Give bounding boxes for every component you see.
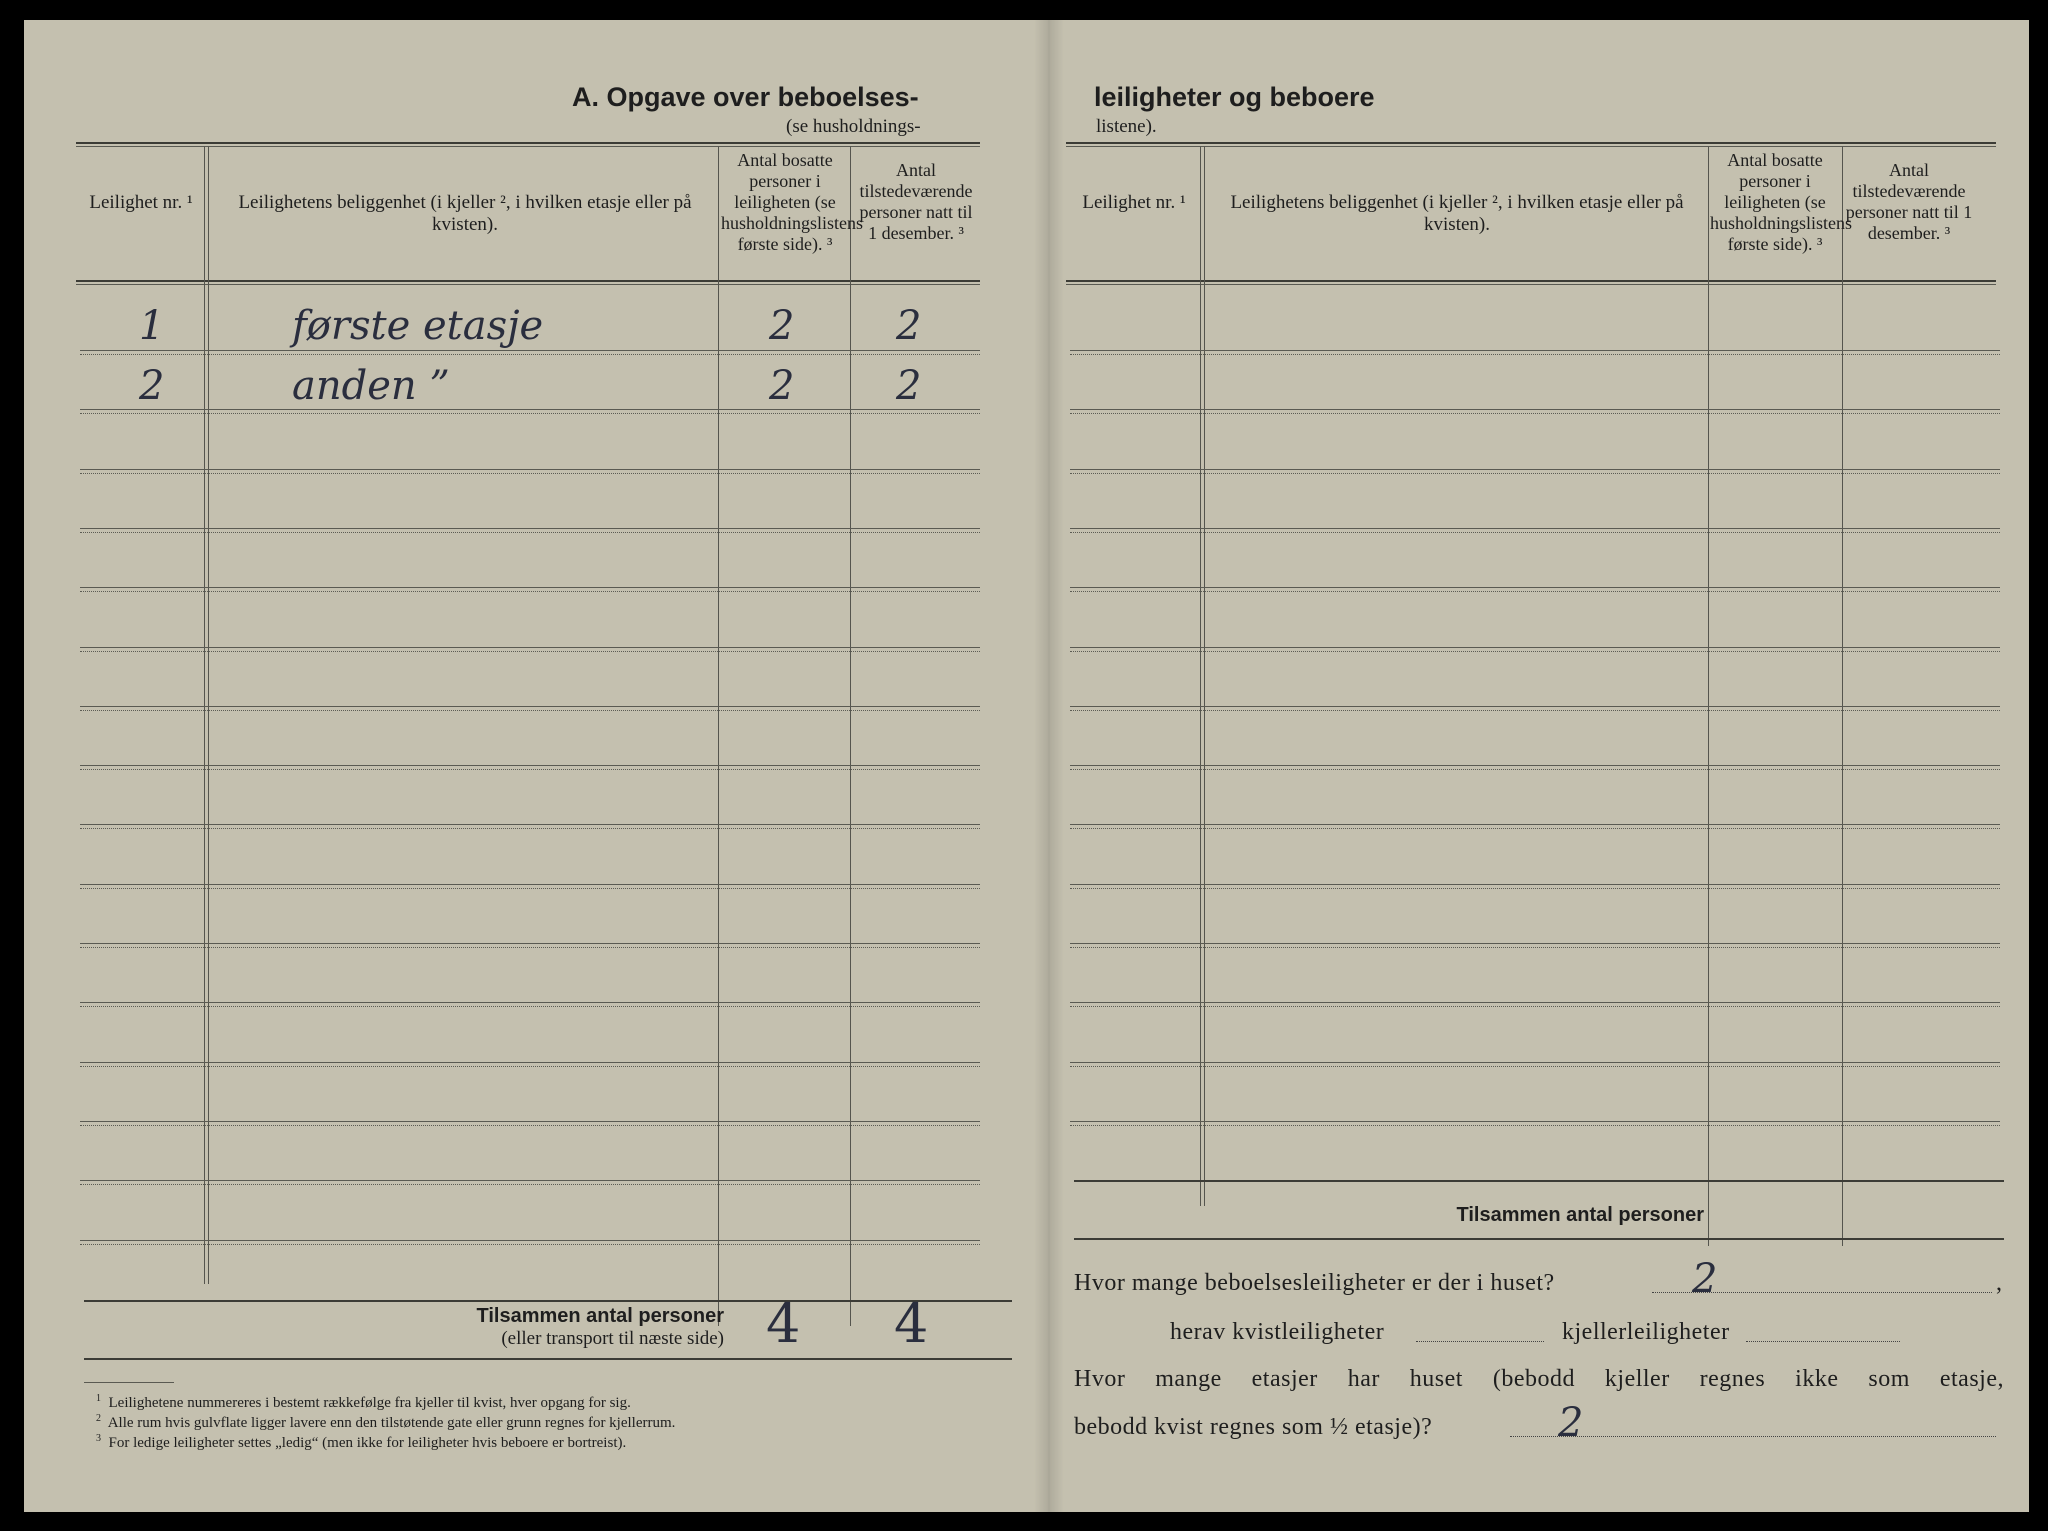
row-rule-dotted — [1070, 769, 2000, 770]
row-rule — [80, 765, 980, 766]
row-rule — [80, 884, 980, 885]
left-totals-sublabel: (eller transport til næste side) — [501, 1328, 724, 1349]
row-1-nr: 1 — [139, 303, 165, 349]
question-attic-line — [1416, 1341, 1544, 1342]
footnote-3: $^3$ For ledige leiligheter settes „ledig“ (men ikke for leiligheter hvis beboere er bortreist). — [96, 1433, 627, 1451]
row-rule — [80, 528, 980, 529]
row-2-nr: 2 — [139, 363, 165, 409]
row-rule-dotted — [1070, 1125, 2000, 1126]
left-col-divider-3 — [850, 146, 851, 1326]
row-rule — [1070, 824, 2000, 825]
left-header-bottom-rule — [76, 280, 980, 282]
footnote-2: $^2$ Alle rum hvis gulvflate ligger lavere enn den tilstøtende gate eller grunn regnes for kjellerrum. — [96, 1413, 676, 1431]
row-rule-dotted — [80, 828, 980, 829]
title-right: leiligheter og beboere — [1094, 82, 1375, 112]
left-header-nr: Leilighet nr. ¹ — [89, 192, 193, 213]
row-rule-dotted — [1070, 413, 2000, 414]
row-rule-dotted — [80, 1244, 980, 1245]
row-rule-dotted — [80, 1125, 980, 1126]
right-header-resident: Antal bosatte personer i leiligheten (se husholdningslistens første side). ³ — [1710, 150, 1853, 254]
right-col-divider-1 — [1200, 146, 1205, 1206]
row-rule — [80, 824, 980, 825]
row-rule-dotted — [80, 710, 980, 711]
question-apartments-label: Hvor mange beboelsesleiligheter er der i huset? — [1074, 1270, 1555, 1296]
row-1-resident: 2 — [769, 303, 795, 349]
row-rule — [1070, 1121, 2000, 1122]
left-col-divider-2 — [718, 146, 719, 1326]
row-rule — [1070, 587, 2000, 588]
row-rule — [1070, 765, 2000, 766]
question-apartments-comma: , — [1996, 1270, 2003, 1296]
question-floors-answer: 2 — [1558, 1400, 1584, 1446]
footnote-2-text: Alle rum hvis gulvflate ligger lavere enn den tilstøtende gate eller grunn regnes for kjellerrum. — [107, 1415, 676, 1431]
row-rule — [80, 409, 980, 410]
row-rule-dotted — [80, 473, 980, 474]
row-rule — [1070, 884, 2000, 885]
row-rule-dotted — [1070, 1066, 2000, 1067]
footnote-1-text: Leilighetene nummereres i bestemt rækkefølge fra kjeller til kvist, hver opgang for sig. — [108, 1395, 631, 1411]
right-header-bottom-rule-2 — [1066, 284, 1996, 285]
row-rule — [1070, 350, 2000, 351]
subtitle-left: (se husholdnings- — [786, 116, 921, 137]
right-table-top-rule — [1066, 142, 1996, 144]
row-rule — [80, 647, 980, 648]
row-rule-dotted — [1070, 473, 2000, 474]
row-rule-dotted — [80, 1066, 980, 1067]
page-fold — [1034, 20, 1064, 1512]
left-header-bottom-rule-2 — [76, 284, 980, 285]
row-rule-dotted — [80, 888, 980, 889]
row-2-location: anden ” — [292, 363, 450, 409]
right-totals-bottom-rule — [1074, 1238, 2004, 1240]
right-table-top-rule-2 — [1066, 146, 1996, 147]
subtitle-right: listene). — [1096, 116, 1157, 137]
footnote-rule — [84, 1382, 174, 1383]
row-1-present: 2 — [896, 303, 922, 349]
census-form-spread — [24, 20, 2029, 1512]
row-rule — [80, 1002, 980, 1003]
footnote-3-text: For ledige leiligheter settes „ledig“ (men ikke for leiligheter hvis beboere er bortreist). — [108, 1435, 627, 1451]
row-2-present: 2 — [896, 363, 922, 409]
row-2-resident: 2 — [769, 363, 795, 409]
row-rule-dotted — [1070, 532, 2000, 533]
left-table-top-rule — [76, 142, 980, 144]
row-rule — [1070, 943, 2000, 944]
row-rule — [80, 1240, 980, 1241]
row-rule-dotted — [1070, 828, 2000, 829]
question-apartments-answer: 2 — [1692, 1256, 1718, 1302]
row-rule-dotted — [80, 769, 980, 770]
row-rule-dotted — [80, 651, 980, 652]
row-rule — [80, 1121, 980, 1122]
left-header-resident: Antal bosatte personer i leiligheten (se husholdningslistens første side). ³ — [721, 150, 864, 254]
question-floors-line1: Hvor mange etasjer har huset (bebodd kjeller regnes ikke som etasje, — [1074, 1366, 2004, 1392]
left-totals-label: Tilsammen antal personer — [476, 1305, 724, 1327]
footnote-1: $^1$ Leilighetene nummereres i bestemt rækkefølge fra kjeller til kvist, hver opgang for sig. — [96, 1393, 631, 1411]
left-totals-top-rule — [84, 1300, 1012, 1302]
row-rule — [1070, 469, 2000, 470]
left-totals-bottom-rule — [84, 1358, 1012, 1360]
row-rule-dotted — [80, 1184, 980, 1185]
row-rule — [80, 350, 980, 351]
right-col-divider-3 — [1842, 146, 1843, 1246]
row-rule — [1070, 706, 2000, 707]
row-rule-dotted — [80, 591, 980, 592]
row-rule-dotted — [1070, 651, 2000, 652]
left-totals-resident: 4 — [766, 1292, 801, 1355]
row-rule — [80, 1180, 980, 1181]
row-rule — [1070, 647, 2000, 648]
right-header-location: Leilighetens beliggenhet (i kjeller ², i hvilken etasje eller på kvisten). — [1230, 192, 1684, 235]
row-rule — [80, 706, 980, 707]
row-rule-dotted — [1070, 888, 2000, 889]
row-rule — [80, 469, 980, 470]
question-attic-label: herav kvistleiligheter — [1170, 1319, 1385, 1345]
title-left: A. Opgave over beboelses- — [572, 82, 919, 112]
left-table-top-rule-2 — [76, 146, 980, 147]
right-totals-top-rule — [1074, 1180, 2004, 1182]
left-totals-present: 4 — [894, 1292, 929, 1355]
row-rule — [1070, 528, 2000, 529]
right-col-divider-2 — [1708, 146, 1709, 1246]
row-rule-dotted — [80, 947, 980, 948]
question-basement-label: kjellerleiligheter — [1562, 1319, 1730, 1345]
row-rule — [1070, 1062, 2000, 1063]
left-header-location: Leilighetens beliggenhet (i kjeller ², i hvilken etasje eller på kvisten). — [238, 192, 692, 235]
right-totals-label: Tilsammen antal personer — [1456, 1204, 1704, 1226]
left-header-present: Antal tilstedeværende personer natt til 1 desember. ³ — [859, 160, 973, 243]
row-rule — [1070, 1002, 2000, 1003]
row-rule-dotted — [1070, 947, 2000, 948]
right-header-bottom-rule — [1066, 280, 1996, 282]
question-floors-line2: bebodd kvist regnes som ½ etasje)? — [1074, 1414, 1433, 1440]
row-rule — [80, 1062, 980, 1063]
row-rule-dotted — [1070, 1006, 2000, 1007]
row-rule-dotted — [80, 413, 980, 414]
row-rule — [80, 943, 980, 944]
row-rule-dotted — [1070, 354, 2000, 355]
left-col-divider-1 — [204, 146, 209, 1284]
question-basement-line — [1746, 1341, 1900, 1342]
row-rule-dotted — [80, 532, 980, 533]
row-1-location: første etasje — [292, 303, 544, 349]
row-rule-dotted — [80, 354, 980, 355]
row-rule-dotted — [80, 1006, 980, 1007]
right-header-nr: Leilighet nr. ¹ — [1082, 192, 1186, 213]
row-rule — [1070, 409, 2000, 410]
row-rule-dotted — [1070, 591, 2000, 592]
right-header-present: Antal tilstedeværende personer natt til 1 desember. ³ — [1845, 160, 1973, 243]
row-rule — [80, 587, 980, 588]
row-rule-dotted — [1070, 710, 2000, 711]
